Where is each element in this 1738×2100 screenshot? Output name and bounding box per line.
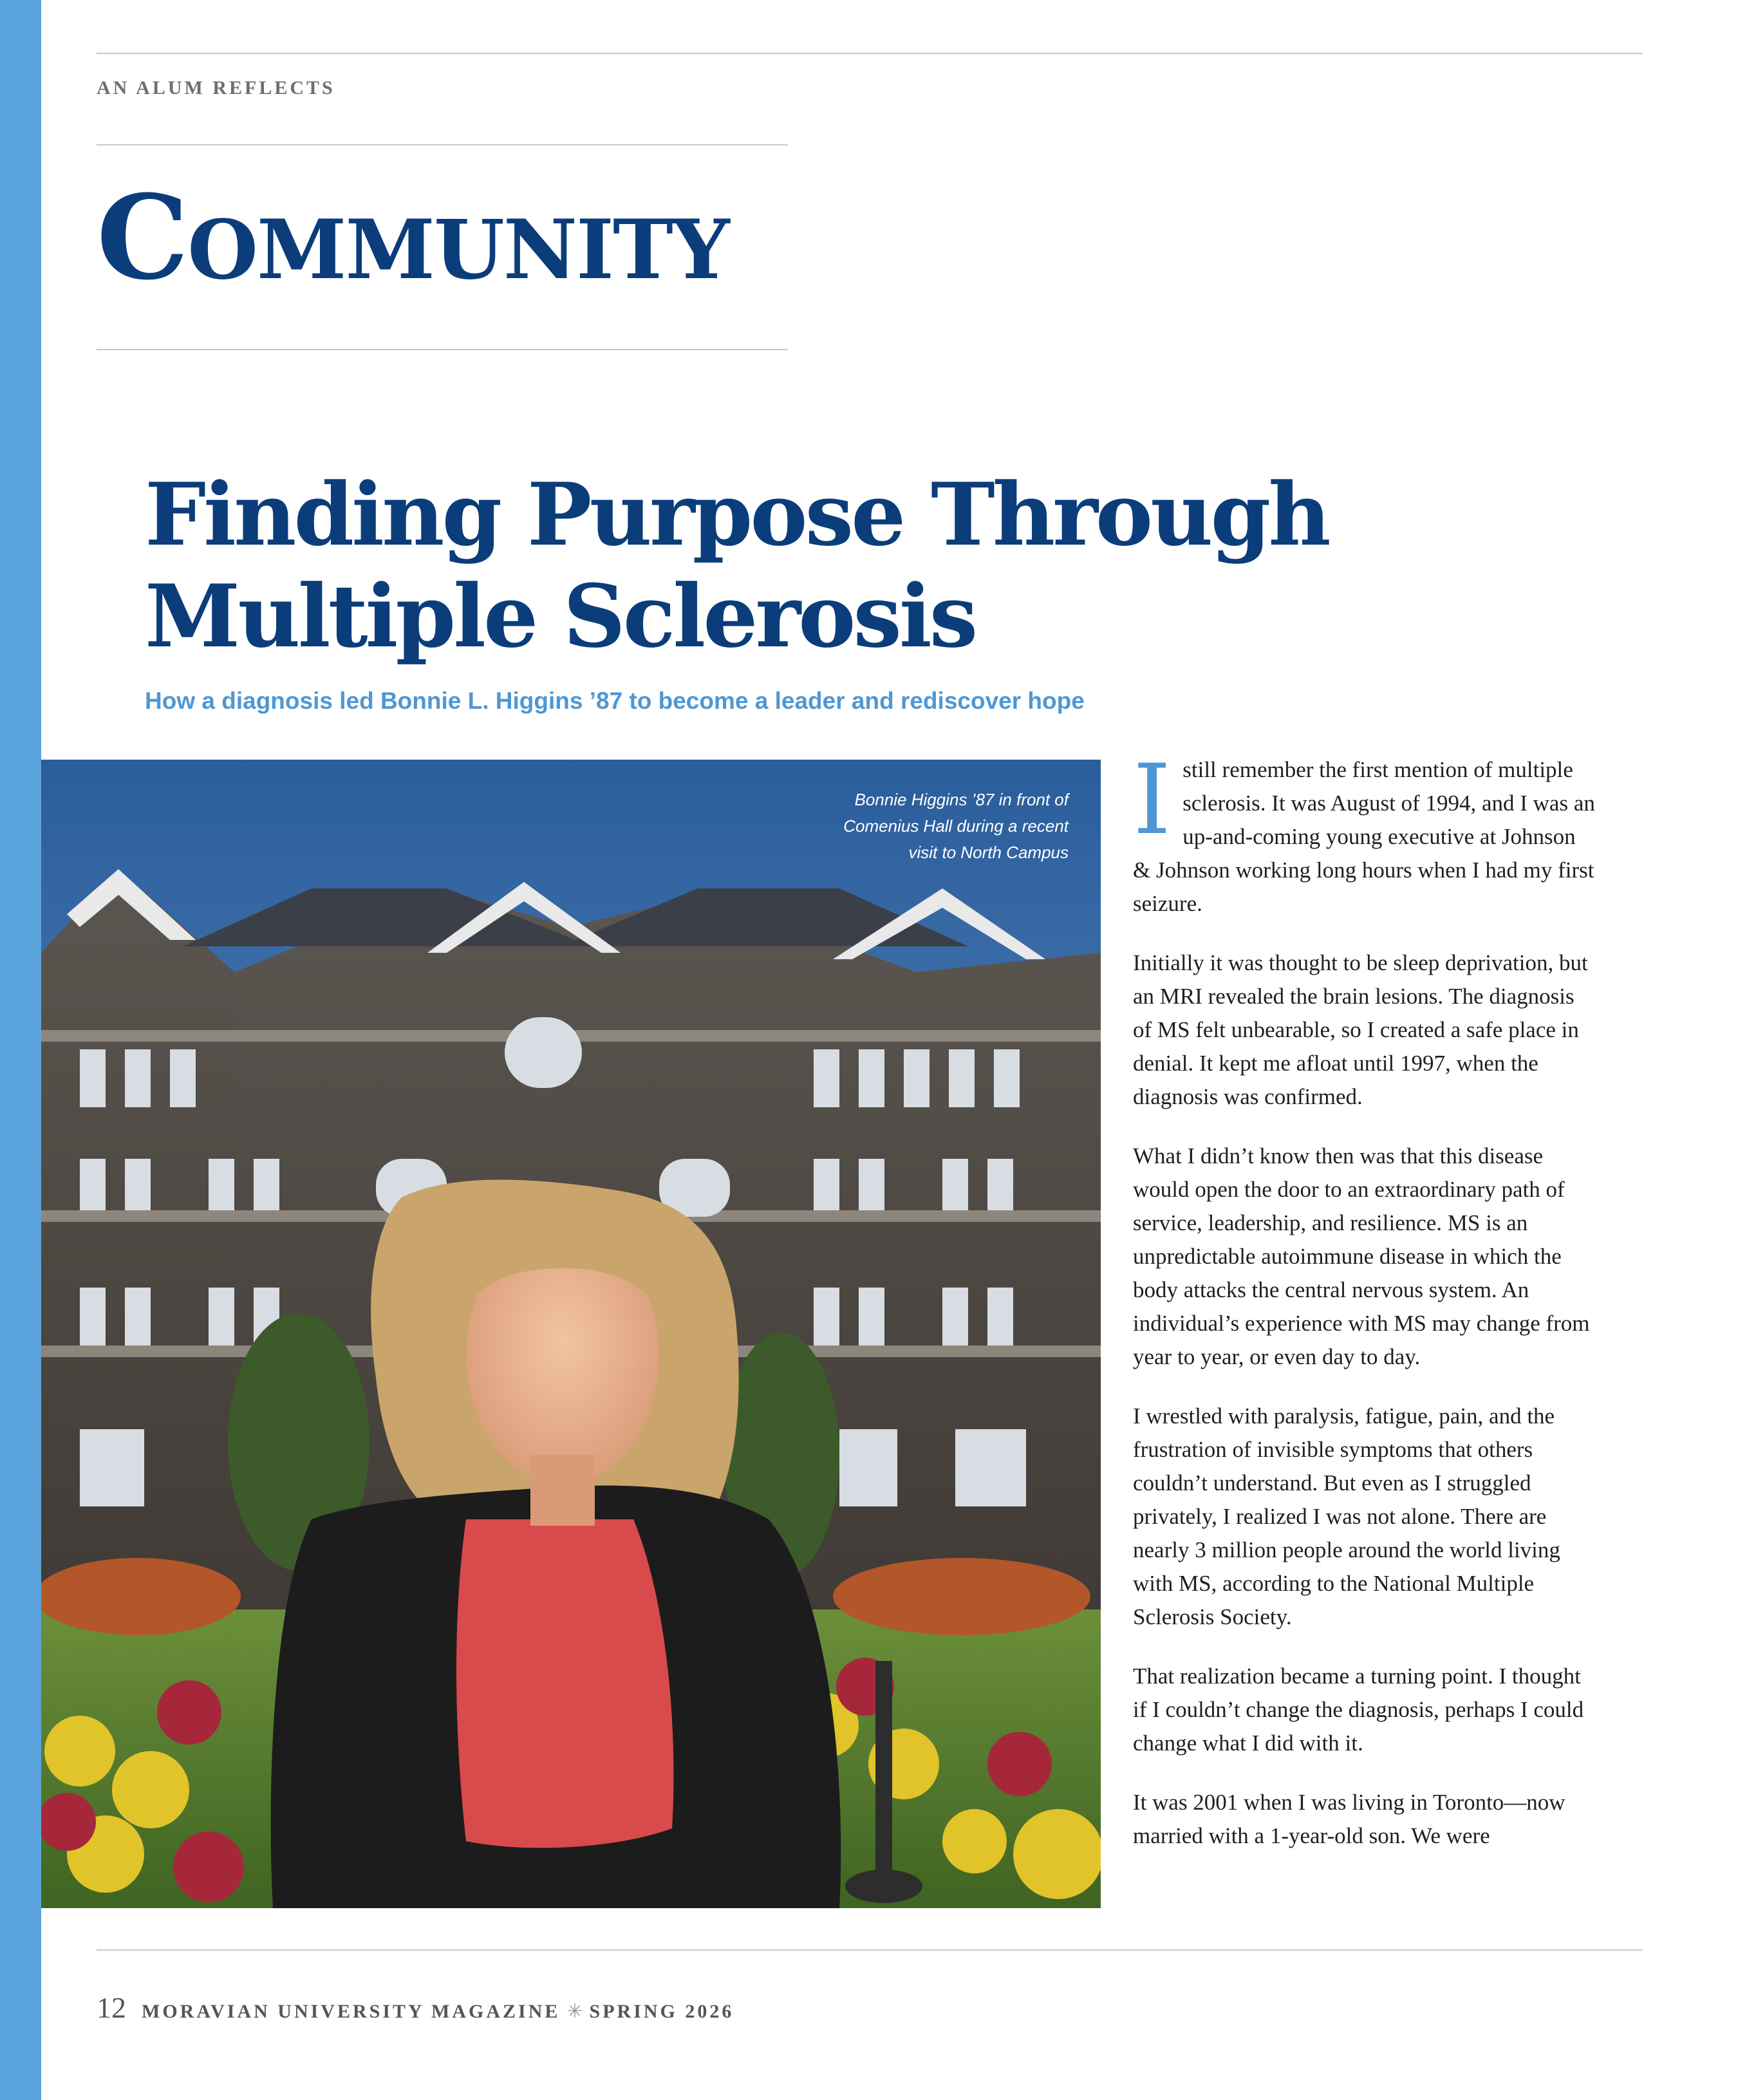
page-number: 12	[97, 1991, 126, 2024]
page-footer	[97, 1991, 734, 2025]
paragraph-5: That realization became a turning point. I thought if I couldn’t change the diagnosis, perhaps I could change what I did with it.	[1133, 1664, 1584, 1756]
article-dek: How a diagnosis led Bonnie L. Higgins ’87 to become a leader and rediscover hope	[145, 688, 1085, 714]
section-title: Community	[97, 170, 729, 306]
section-rule-lower	[97, 349, 788, 350]
paragraph-1-text: still remember the first mention of multiple sclerosis. It was August of 1994, and I was an up-and-coming young executive at Johnson & Johnson working long hours when I had my first seizure.	[1133, 757, 1595, 916]
star-icon: ✳	[566, 2001, 583, 2022]
paragraph-4: I wrestled with paralysis, fatigue, pain, and the frustration of invisible symptoms that others couldn’t understand. But even as I struggled privately, I realized I was not alone. There are nearly 3 million people around the world living with MS, according to the National Multiple Sclerosis Society.	[1133, 1403, 1560, 1629]
headline-line-2: Multiple Sclerosis	[145, 565, 976, 667]
paragraph-3: What I didn’t know then was that this disease would open the door to an extraordinary path of service, leadership, and resilience. MS is an unpredictable autoimmune disease in which the body attacks the central nervous system. An individual’s experience with MS may change from year to year, or even day to day.	[1133, 1143, 1590, 1369]
caption-line-1: Bonnie Higgins ’87 in front of	[854, 790, 1069, 809]
top-rule	[97, 53, 1643, 54]
article-headline	[145, 464, 1368, 667]
caption-line-2: Comenius Hall during a recent	[843, 816, 1069, 836]
section-eyebrow: AN ALUM REFLECTS	[97, 77, 335, 98]
photo-caption	[734, 787, 1069, 866]
article-body	[1133, 744, 1596, 1879]
side-accent-bar	[0, 0, 41, 2100]
drop-cap: I	[1133, 744, 1172, 856]
section-rule-upper	[97, 144, 788, 145]
magazine-name: MORAVIAN UNIVERSITY MAGAZINE	[142, 2001, 561, 2022]
headline-line-1: Finding Purpose Through	[145, 464, 1329, 565]
paragraph-2: Initially it was thought to be sleep deprivation, but an MRI revealed the brain lesions. The diagnosis of MS felt unbearable, so I created a safe place in denial. It kept me afloat until 1997, when the diagnosis was confirmed.	[1133, 950, 1588, 1109]
paragraph-6: It was 2001 when I was living in Toronto—now married with a 1-year-old son. We were	[1133, 1790, 1565, 1848]
paragraph-1	[1133, 744, 1596, 921]
issue-label: SPRING 2026	[589, 2001, 734, 2022]
footer-rule	[97, 1949, 1643, 1951]
portrait-photo	[41, 760, 1101, 1908]
caption-line-3: visit to North Campus	[908, 843, 1069, 862]
